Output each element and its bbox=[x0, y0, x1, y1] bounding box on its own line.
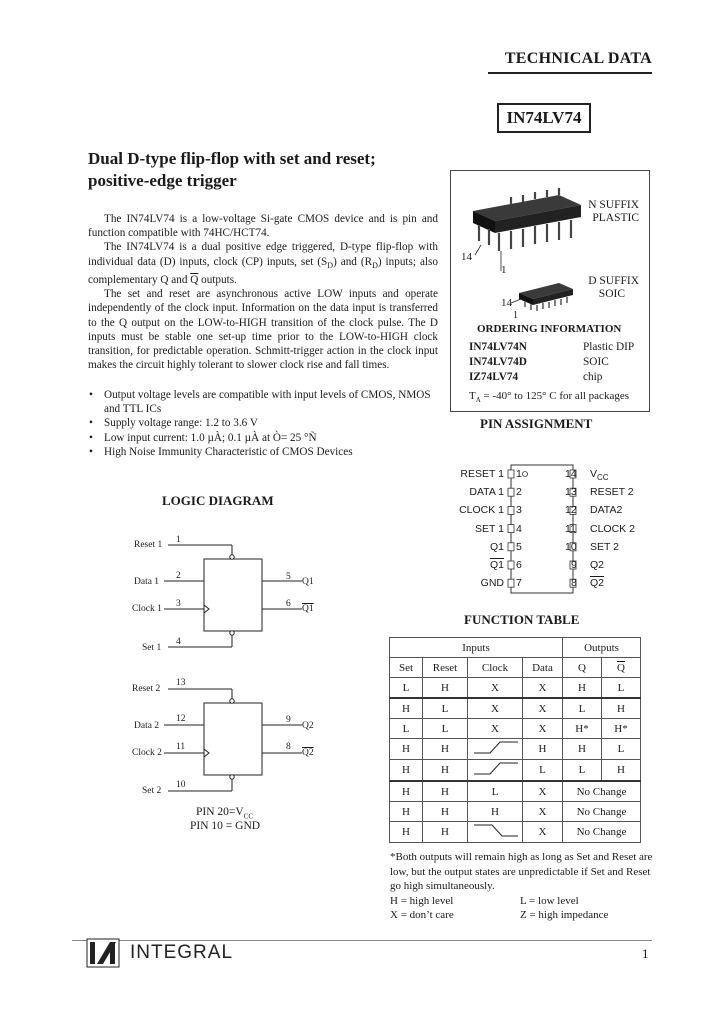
pin-left-number: 4 bbox=[516, 522, 522, 535]
feature-item: • High Noise Immunity Characteristic of CMOS Devices bbox=[88, 445, 448, 459]
pin-right-name: Q2 bbox=[590, 559, 605, 571]
part-number-box: IN74LV74 bbox=[497, 103, 591, 133]
col-q: Q bbox=[563, 658, 602, 678]
label-clock-2: Clock 2 bbox=[132, 748, 162, 758]
logic-diagram bbox=[120, 525, 340, 815]
dip-pin-14-label: 14 bbox=[461, 251, 472, 263]
page-number: 1 bbox=[642, 946, 649, 961]
desc-p2-qbar: $\overline{Q}$ bbox=[190, 274, 199, 287]
table-cell: H bbox=[563, 739, 602, 760]
pin-right-number: 8 bbox=[571, 577, 577, 590]
function-table bbox=[389, 637, 641, 843]
label-set-1: Set 1 bbox=[142, 643, 162, 653]
package-box bbox=[450, 170, 650, 412]
table-cell: H bbox=[468, 802, 523, 822]
pin-num-reset-1: 1 bbox=[176, 535, 181, 545]
title-line-1: Dual D-type flip-flop with set and reset; bbox=[88, 149, 376, 168]
table-row bbox=[390, 802, 641, 822]
pin-left-number: 6 bbox=[516, 559, 522, 571]
label-q2-bar: Q2 bbox=[302, 748, 314, 758]
table-cell: H bbox=[423, 678, 468, 699]
rising-edge-icon bbox=[468, 739, 522, 756]
table-cell: H bbox=[523, 739, 563, 760]
table-cell: H bbox=[423, 760, 468, 782]
legend-row bbox=[390, 894, 660, 909]
pin-vcc-note bbox=[196, 806, 253, 820]
feature-item: • Output voltage levels are compatible with input levels of CMOS, NMOS and TTL ICs bbox=[88, 388, 448, 416]
col-q-bar: $\overline{Q}$ bbox=[602, 658, 641, 678]
pin-left-number: 2 bbox=[516, 486, 522, 499]
pin-right-number: 13 bbox=[565, 486, 577, 499]
table-row bbox=[390, 739, 641, 760]
table-cell: H* bbox=[563, 719, 602, 739]
table-cell: No Change bbox=[563, 822, 641, 843]
table-cell: L bbox=[563, 698, 602, 719]
feature-item: • Supply voltage range: 1.2 to 3.6 V bbox=[88, 416, 448, 430]
table-cell: H bbox=[602, 698, 641, 719]
legend-high-z: Z = high impedance bbox=[520, 909, 609, 921]
pin-right-number: 11 bbox=[565, 522, 576, 535]
table-cell: L bbox=[602, 678, 641, 699]
pin-right-name-wrap bbox=[590, 541, 619, 553]
pin-num-q2-bar: 8 bbox=[286, 742, 291, 752]
pin-assignment-title: PIN ASSIGNMENT bbox=[480, 416, 593, 431]
pin-left-name: GND bbox=[480, 577, 504, 590]
pin-num-set-1: 4 bbox=[176, 637, 181, 647]
feature-list bbox=[88, 388, 448, 459]
pin-left-tick bbox=[508, 470, 514, 478]
order-package: Plastic DIP bbox=[583, 341, 635, 353]
table-cell: H bbox=[423, 781, 468, 802]
temp-range-text: = -40° to 125° C for all packages bbox=[483, 390, 629, 402]
table-cell: X bbox=[468, 719, 523, 739]
temp-t: T bbox=[469, 390, 476, 402]
n-suffix-label: N SUFFIX bbox=[588, 199, 639, 211]
desc-p2-a: The IN74LV74 is a dual positive edge triggered, D-type flip-flop with individual data (D) inputs, clock (CP) inputs, set (S bbox=[88, 241, 438, 268]
rising-edge-icon bbox=[468, 760, 522, 777]
pin-num-data-1: 2 bbox=[176, 571, 181, 581]
document-title bbox=[88, 148, 428, 192]
pin-left-tick bbox=[508, 506, 514, 514]
feature-item: • Low input current: 1.0 µÀ; 0.1 µÀ at Ò= 25 °Ñ bbox=[88, 431, 448, 445]
title-line-2: positive-edge trigger bbox=[88, 171, 237, 190]
table-cell: X bbox=[523, 678, 563, 699]
label-data-1: Data 1 bbox=[134, 577, 160, 587]
pin-right-name: RESET 2 bbox=[590, 486, 634, 499]
table-cell: L bbox=[523, 760, 563, 782]
dip-package-icon bbox=[473, 188, 581, 271]
desc-p2-sub1: D bbox=[327, 260, 334, 270]
pin-right-name: V bbox=[590, 468, 598, 480]
table-header-row bbox=[390, 638, 641, 658]
col-reset: Reset bbox=[423, 658, 468, 678]
table-cell: H bbox=[563, 678, 602, 699]
table-cell: H bbox=[390, 760, 423, 782]
pin-1-marker bbox=[523, 472, 528, 477]
table-cell: L bbox=[423, 698, 468, 719]
pin-right-name-wrap bbox=[590, 504, 622, 516]
pin-right-name-wrap bbox=[590, 559, 604, 571]
pin-left-name: Q1 bbox=[489, 540, 504, 553]
pin-left-name: SET 1 bbox=[475, 522, 504, 535]
order-package: SOIC bbox=[583, 356, 609, 368]
pin-num-clock-1: 3 bbox=[176, 599, 181, 609]
pin-right-number: 10 bbox=[565, 540, 577, 553]
table-cell: X bbox=[523, 698, 563, 719]
table-cell: No Change bbox=[563, 802, 641, 822]
soic-package-icon bbox=[511, 283, 573, 311]
pin-left-tick bbox=[508, 525, 514, 533]
legend-high: H = high level bbox=[390, 894, 454, 907]
pin-num-q2: 9 bbox=[286, 715, 291, 725]
temp-sub: A bbox=[475, 396, 481, 405]
header-rule bbox=[488, 72, 652, 74]
pin-right-name: DATA2 bbox=[590, 504, 623, 517]
integral-logo-icon bbox=[86, 938, 122, 968]
pin-left-number: 5 bbox=[516, 540, 522, 553]
table-row bbox=[390, 719, 641, 739]
table-cell: H bbox=[390, 739, 423, 760]
pin-right-number: 9 bbox=[571, 559, 577, 571]
pin-num-data-2: 12 bbox=[176, 714, 186, 724]
pin-right-name-wrap bbox=[590, 577, 604, 589]
table-row bbox=[390, 781, 641, 802]
table-cell: H bbox=[390, 781, 423, 802]
table-row bbox=[390, 698, 641, 719]
pin-num-reset-2: 13 bbox=[176, 678, 186, 688]
pin-right-sub: CC bbox=[597, 473, 609, 483]
d-suffix-type: SOIC bbox=[598, 288, 625, 300]
table-cell: H bbox=[423, 822, 468, 843]
pin-left-number: 3 bbox=[516, 504, 522, 517]
order-part: IN74LV74D bbox=[469, 356, 527, 368]
desc-p2-c: ) inputs; also complementary Q and bbox=[88, 255, 438, 287]
label-reset-1: Reset 1 bbox=[134, 540, 163, 550]
pin-num-q1-bar: 6 bbox=[286, 599, 291, 609]
legend-low: L = low level bbox=[520, 894, 579, 907]
description bbox=[88, 212, 438, 372]
table-cell: X bbox=[468, 678, 523, 699]
pin-num-q1: 5 bbox=[286, 572, 291, 582]
logic-diagram-title: LOGIC DIAGRAM bbox=[162, 493, 274, 508]
soic-pin-1-label: 1 bbox=[513, 310, 518, 321]
table-cell bbox=[468, 822, 523, 843]
table-cell: H* bbox=[602, 719, 641, 739]
table-cell: L bbox=[390, 719, 423, 739]
temperature-range bbox=[469, 390, 629, 404]
inputs-header: Inputs bbox=[390, 638, 563, 658]
outputs-header: Outputs bbox=[563, 638, 641, 658]
pin-gnd-note: PIN 10 = GND bbox=[190, 820, 261, 832]
label-q1-bar: Q1 bbox=[302, 604, 314, 614]
footnote bbox=[390, 850, 660, 923]
label-data-2: Data 2 bbox=[134, 721, 160, 731]
function-table-title: FUNCTION TABLE bbox=[464, 612, 580, 627]
legend-dont-care: X = don’t care bbox=[390, 909, 454, 921]
pin-left-tick bbox=[508, 543, 514, 551]
col-set: Set bbox=[390, 658, 423, 678]
n-suffix-type: PLASTIC bbox=[592, 212, 639, 224]
table-cell bbox=[468, 739, 523, 760]
label-set-2: Set 2 bbox=[142, 786, 162, 796]
pin-right-name-wrap bbox=[590, 486, 634, 498]
pin-num-clock-2: 11 bbox=[176, 742, 186, 752]
table-row bbox=[390, 678, 641, 699]
pin-left-tick bbox=[508, 488, 514, 496]
pin-left-name: RESET 1 bbox=[460, 468, 504, 480]
pin-right-number: 12 bbox=[565, 504, 577, 517]
desc-p2-sub2: D bbox=[372, 260, 378, 270]
soic-pin-14-label: 14 bbox=[501, 297, 512, 309]
table-cell: L bbox=[468, 781, 523, 802]
pin-right-name: SET 2 bbox=[590, 540, 619, 553]
col-clock: Clock bbox=[468, 658, 523, 678]
legend-row bbox=[390, 908, 660, 923]
order-part: IN74LV74N bbox=[469, 341, 527, 353]
table-cell: X bbox=[523, 802, 563, 822]
header-title: TECHNICAL DATA bbox=[504, 50, 652, 67]
pin-left-name: Q1 bbox=[489, 559, 504, 571]
pin-left-tick bbox=[508, 561, 514, 569]
table-cell: X bbox=[468, 698, 523, 719]
desc-paragraph-1: The IN74LV74 is a low-voltage Si-gate CMOS device and is pin and function compatible with 74HC/HCT74. bbox=[88, 213, 438, 240]
table-cell: X bbox=[523, 781, 563, 802]
pin-vcc-text: PIN 20=V bbox=[196, 806, 244, 818]
table-row bbox=[390, 760, 641, 782]
falling-edge-icon bbox=[468, 822, 522, 839]
pin-left-tick bbox=[508, 579, 514, 587]
label-q2: Q2 bbox=[302, 721, 314, 731]
order-package: chip bbox=[583, 371, 603, 383]
table-cell: L bbox=[423, 719, 468, 739]
table-cell: H bbox=[390, 698, 423, 719]
table-row bbox=[390, 822, 641, 843]
desc-p2-b: ) and (R bbox=[333, 255, 373, 268]
pin-right-name-wrap bbox=[590, 523, 635, 535]
pin-right-name: CLOCK 2 bbox=[590, 522, 635, 535]
desc-p2-d: outputs. bbox=[198, 274, 237, 287]
table-cell bbox=[468, 760, 523, 782]
table-cell: L bbox=[602, 739, 641, 760]
footnote-text: *Both outputs will remain high as long as Set and Reset are low, but the output states are unpredictable if Set and Reset go high simultaneously. bbox=[390, 851, 653, 892]
label-clock-1: Clock 1 bbox=[132, 604, 162, 614]
table-cell: H bbox=[423, 739, 468, 760]
desc-paragraph-2 bbox=[88, 240, 438, 287]
brand-name: INTEGRAL bbox=[130, 942, 234, 963]
label-q1: Q1 bbox=[302, 577, 314, 587]
pin-left-name: DATA 1 bbox=[469, 486, 504, 499]
col-data: Data bbox=[523, 658, 563, 678]
footer-rule bbox=[72, 940, 652, 941]
table-cell: H bbox=[423, 802, 468, 822]
pin-left-name: CLOCK 1 bbox=[459, 504, 504, 517]
table-cell: X bbox=[523, 822, 563, 843]
pin-left-number: 7 bbox=[516, 577, 522, 590]
table-cell: No Change bbox=[563, 781, 641, 802]
pin-num-set-2: 10 bbox=[176, 780, 186, 790]
ordering-title: ORDERING INFORMATION bbox=[477, 323, 622, 335]
table-cell: L bbox=[563, 760, 602, 782]
table-column-row bbox=[390, 658, 641, 678]
pin-left-number: 1 bbox=[516, 468, 522, 480]
desc-paragraph-3: The set and reset are asynchronous active LOW inputs and operate independently of the clock input. Information on the data input is transferred to the Q output on the LOW-to-HIGH transition of the clock pulse. The D inputs must be stable one set-up time prior to the LOW-to-HIGH clock transition, for predictable operation. Schmitt-trigger action in the clock input makes the circuit highly tolerant to slower clock rise and fall times. bbox=[88, 288, 438, 372]
d-suffix-label: D SUFFIX bbox=[588, 275, 639, 287]
table-cell: H bbox=[390, 822, 423, 843]
table-cell: H bbox=[390, 802, 423, 822]
pin-right-name-wrap bbox=[590, 468, 609, 482]
pin-vcc-sub: CC bbox=[243, 812, 254, 821]
pin-right-name: Q2 bbox=[590, 577, 605, 590]
label-reset-2: Reset 2 bbox=[132, 684, 161, 694]
order-part: IZ74LV74 bbox=[469, 371, 519, 383]
pin-right-number: 14 bbox=[565, 468, 577, 480]
table-cell: X bbox=[523, 719, 563, 739]
table-cell: L bbox=[390, 678, 423, 699]
dip-pin-1-label: 1 bbox=[501, 264, 507, 276]
table-cell: H bbox=[602, 760, 641, 782]
